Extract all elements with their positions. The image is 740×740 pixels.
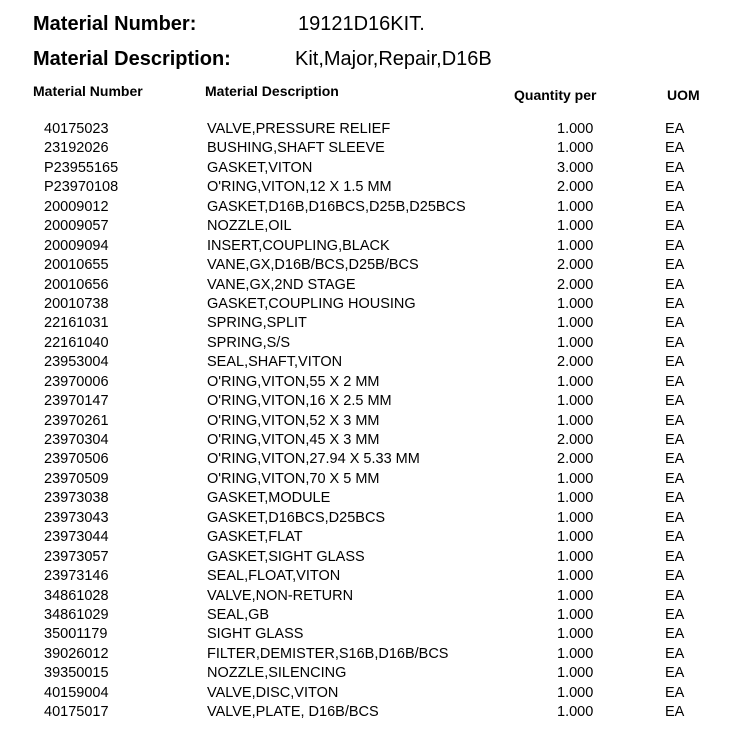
cell-material-number: 23973057 bbox=[44, 548, 109, 565]
cell-material-description: NOZZLE,OIL bbox=[207, 218, 292, 235]
table-row bbox=[0, 139, 740, 158]
cell-material-description: SPRING,S/S bbox=[207, 334, 290, 351]
cell-material-number: 39026012 bbox=[44, 645, 109, 662]
cell-material-number: 22161040 bbox=[44, 334, 109, 351]
cell-material-number: 23970261 bbox=[44, 412, 109, 429]
cell-material-number: 20009057 bbox=[44, 218, 109, 235]
cell-quantity: 1.000 bbox=[557, 490, 594, 507]
cell-uom: EA bbox=[665, 451, 685, 468]
table-row bbox=[0, 295, 740, 314]
cell-material-description: VANE,GX,D16B/BCS,D25B/BCS bbox=[207, 257, 419, 274]
cell-material-number: 23973044 bbox=[44, 529, 109, 546]
table-row bbox=[0, 256, 740, 275]
cell-material-number: 23973146 bbox=[44, 568, 109, 585]
cell-material-number: 40159004 bbox=[44, 684, 109, 701]
cell-uom: EA bbox=[665, 626, 685, 643]
cell-material-description: O'RING,VITON,16 X 2.5 MM bbox=[207, 393, 392, 410]
cell-uom: EA bbox=[665, 606, 685, 623]
cell-uom: EA bbox=[665, 470, 685, 487]
cell-quantity: 2.000 bbox=[557, 179, 594, 196]
cell-material-number: 23970509 bbox=[44, 470, 109, 487]
cell-quantity: 1.000 bbox=[557, 412, 594, 429]
cell-quantity: 1.000 bbox=[557, 373, 594, 390]
table-row bbox=[0, 684, 740, 703]
cell-material-number: 20010738 bbox=[44, 295, 109, 312]
cell-quantity: 1.000 bbox=[557, 665, 594, 682]
cell-material-number: 20009012 bbox=[44, 198, 109, 215]
cell-uom: EA bbox=[665, 684, 685, 701]
cell-quantity: 1.000 bbox=[557, 645, 594, 662]
cell-material-description: VANE,GX,2ND STAGE bbox=[207, 276, 356, 293]
cell-uom: EA bbox=[665, 412, 685, 429]
table-row bbox=[0, 334, 740, 353]
cell-material-description: GASKET,D16BCS,D25BCS bbox=[207, 509, 386, 526]
cell-material-description: GASKET,SIGHT GLASS bbox=[207, 548, 365, 565]
cell-material-description: O'RING,VITON,27.94 X 5.33 MM bbox=[207, 451, 420, 468]
column-header-description: Material Description bbox=[205, 83, 339, 99]
cell-quantity: 3.000 bbox=[557, 159, 594, 176]
cell-quantity: 2.000 bbox=[557, 257, 594, 274]
cell-uom: EA bbox=[665, 529, 685, 546]
cell-material-description: NOZZLE,SILENCING bbox=[207, 665, 347, 682]
table-row bbox=[0, 431, 740, 450]
cell-material-description: VALVE,NON-RETURN bbox=[207, 587, 354, 604]
table-row bbox=[0, 373, 740, 392]
cell-uom: EA bbox=[665, 509, 685, 526]
column-header-quantity: Quantity per bbox=[514, 87, 597, 103]
cell-quantity: 1.000 bbox=[557, 334, 594, 351]
table-row bbox=[0, 276, 740, 295]
cell-material-description: GASKET,MODULE bbox=[207, 490, 331, 507]
cell-material-description: VALVE,DISC,VITON bbox=[207, 684, 339, 701]
cell-material-description: GASKET,VITON bbox=[207, 159, 313, 176]
cell-quantity: 1.000 bbox=[557, 626, 594, 643]
cell-uom: EA bbox=[665, 432, 685, 448]
cell-quantity: 1.000 bbox=[557, 684, 594, 701]
cell-quantity: 1.000 bbox=[557, 470, 594, 487]
cell-uom: EA bbox=[665, 587, 685, 604]
table-row bbox=[0, 548, 740, 567]
cell-quantity: 1.000 bbox=[557, 587, 594, 604]
table-row bbox=[0, 489, 740, 508]
cell-material-description: O'RING,VITON,12 X 1.5 MM bbox=[207, 179, 392, 196]
cell-material-description: SEAL,SHAFT,VITON bbox=[207, 354, 343, 371]
cell-uom: EA bbox=[665, 334, 685, 351]
cell-material-description: GASKET,D16B,D16BCS,D25B,D25BCS bbox=[207, 198, 466, 215]
table-row bbox=[0, 509, 740, 528]
cell-material-description: O'RING,VITON,55 X 2 MM bbox=[207, 373, 380, 390]
cell-material-number: 23970006 bbox=[44, 373, 109, 390]
cell-uom: EA bbox=[665, 198, 685, 215]
table-row bbox=[0, 606, 740, 625]
cell-quantity: 1.000 bbox=[557, 237, 594, 254]
cell-material-description: INSERT,COUPLING,BLACK bbox=[207, 237, 390, 254]
cell-material-number: 23970147 bbox=[44, 393, 109, 410]
cell-material-number: 34861029 bbox=[44, 606, 109, 623]
cell-material-number: 34861028 bbox=[44, 587, 109, 604]
cell-uom: EA bbox=[665, 179, 685, 196]
cell-material-number: 23970304 bbox=[44, 432, 109, 448]
cell-material-description: GASKET,COUPLING HOUSING bbox=[207, 295, 416, 312]
cell-quantity: 1.000 bbox=[557, 548, 594, 565]
cell-material-number: 23973038 bbox=[44, 490, 109, 507]
cell-material-number: 23192026 bbox=[44, 140, 109, 157]
cell-uom: EA bbox=[665, 645, 685, 662]
cell-material-number: 23973043 bbox=[44, 509, 109, 526]
cell-uom: EA bbox=[665, 295, 685, 312]
cell-quantity: 2.000 bbox=[557, 276, 594, 293]
cell-quantity: 1.000 bbox=[557, 529, 594, 546]
cell-material-number: 40175023 bbox=[44, 121, 109, 137]
table-row bbox=[0, 664, 740, 683]
cell-material-number: 20010655 bbox=[44, 257, 109, 274]
table-row bbox=[0, 120, 740, 139]
cell-uom: EA bbox=[665, 218, 685, 235]
cell-uom: EA bbox=[665, 276, 685, 293]
cell-material-number: 23953004 bbox=[44, 354, 109, 371]
cell-quantity: 1.000 bbox=[557, 606, 594, 623]
cell-material-number: P23955165 bbox=[44, 159, 119, 176]
cell-material-description: GASKET,FLAT bbox=[207, 529, 303, 546]
table-row bbox=[0, 470, 740, 489]
table-row bbox=[0, 178, 740, 197]
cell-material-description: SEAL,GB bbox=[207, 606, 270, 623]
cell-quantity: 1.000 bbox=[557, 704, 594, 721]
cell-material-number: 20009094 bbox=[44, 237, 109, 254]
cell-material-number: 40175017 bbox=[44, 704, 109, 721]
cell-quantity: 1.000 bbox=[557, 198, 594, 215]
table-row bbox=[0, 625, 740, 644]
cell-uom: EA bbox=[665, 315, 685, 332]
cell-quantity: 2.000 bbox=[557, 354, 594, 371]
material-description-label: Material Description: bbox=[33, 48, 231, 70]
cell-material-description: SIGHT GLASS bbox=[207, 626, 304, 643]
cell-quantity: 1.000 bbox=[557, 121, 594, 137]
cell-material-description: SPRING,SPLIT bbox=[207, 315, 307, 332]
cell-uom: EA bbox=[665, 548, 685, 565]
cell-material-description: FILTER,DEMISTER,S16B,D16B/BCS bbox=[207, 645, 449, 662]
cell-uom: EA bbox=[665, 490, 685, 507]
cell-material-number: 22161031 bbox=[44, 315, 109, 332]
cell-quantity: 2.000 bbox=[557, 451, 594, 468]
cell-quantity: 1.000 bbox=[557, 140, 594, 157]
cell-quantity: 1.000 bbox=[557, 393, 594, 410]
cell-material-description: BUSHING,SHAFT SLEEVE bbox=[207, 140, 385, 157]
table-row bbox=[0, 412, 740, 431]
cell-uom: EA bbox=[665, 159, 685, 176]
cell-uom: EA bbox=[665, 257, 685, 274]
column-header-number: Material Number bbox=[33, 83, 143, 99]
material-number-value: 19121D16KIT. bbox=[298, 13, 425, 35]
cell-quantity: 1.000 bbox=[557, 509, 594, 526]
cell-material-description: SEAL,FLOAT,VITON bbox=[207, 568, 341, 585]
cell-material-number: P23970108 bbox=[44, 179, 119, 196]
table-row bbox=[0, 198, 740, 217]
column-header-uom: UOM bbox=[667, 87, 700, 103]
cell-uom: EA bbox=[665, 354, 685, 371]
cell-uom: EA bbox=[665, 237, 685, 254]
cell-uom: EA bbox=[665, 665, 685, 682]
cell-uom: EA bbox=[665, 140, 685, 157]
cell-material-description: VALVE,PLATE, D16B/BCS bbox=[207, 704, 379, 721]
cell-quantity: 1.000 bbox=[557, 315, 594, 332]
cell-uom: EA bbox=[665, 121, 685, 137]
cell-quantity: 2.000 bbox=[557, 432, 594, 448]
table-row bbox=[0, 217, 740, 236]
table-row bbox=[0, 450, 740, 469]
cell-material-number: 39350015 bbox=[44, 665, 109, 682]
cell-material-description: O'RING,VITON,52 X 3 MM bbox=[207, 412, 380, 429]
table-row bbox=[0, 159, 740, 178]
cell-material-description: VALVE,PRESSURE RELIEF bbox=[207, 121, 391, 137]
table-row bbox=[0, 528, 740, 547]
material-number-label: Material Number: bbox=[33, 13, 197, 35]
cell-uom: EA bbox=[665, 568, 685, 585]
table-row bbox=[0, 392, 740, 411]
cell-material-number: 35001179 bbox=[44, 626, 108, 643]
table-row bbox=[0, 703, 740, 722]
cell-material-number: 20010656 bbox=[44, 276, 109, 293]
cell-quantity: 1.000 bbox=[557, 295, 594, 312]
cell-uom: EA bbox=[665, 393, 685, 410]
cell-uom: EA bbox=[665, 373, 685, 390]
cell-material-number: 23970506 bbox=[44, 451, 109, 468]
table-row bbox=[0, 645, 740, 664]
material-description-value: Kit,Major,Repair,D16B bbox=[295, 48, 492, 70]
table-row bbox=[0, 587, 740, 606]
table-row bbox=[0, 567, 740, 586]
cell-material-description: O'RING,VITON,70 X 5 MM bbox=[207, 470, 380, 487]
table-row bbox=[0, 237, 740, 256]
cell-material-description: O'RING,VITON,45 X 3 MM bbox=[207, 432, 380, 448]
table-row bbox=[0, 314, 740, 333]
cell-uom: EA bbox=[665, 704, 685, 721]
cell-quantity: 1.000 bbox=[557, 568, 594, 585]
table-row bbox=[0, 353, 740, 372]
cell-quantity: 1.000 bbox=[557, 218, 594, 235]
parts-table bbox=[0, 120, 740, 723]
